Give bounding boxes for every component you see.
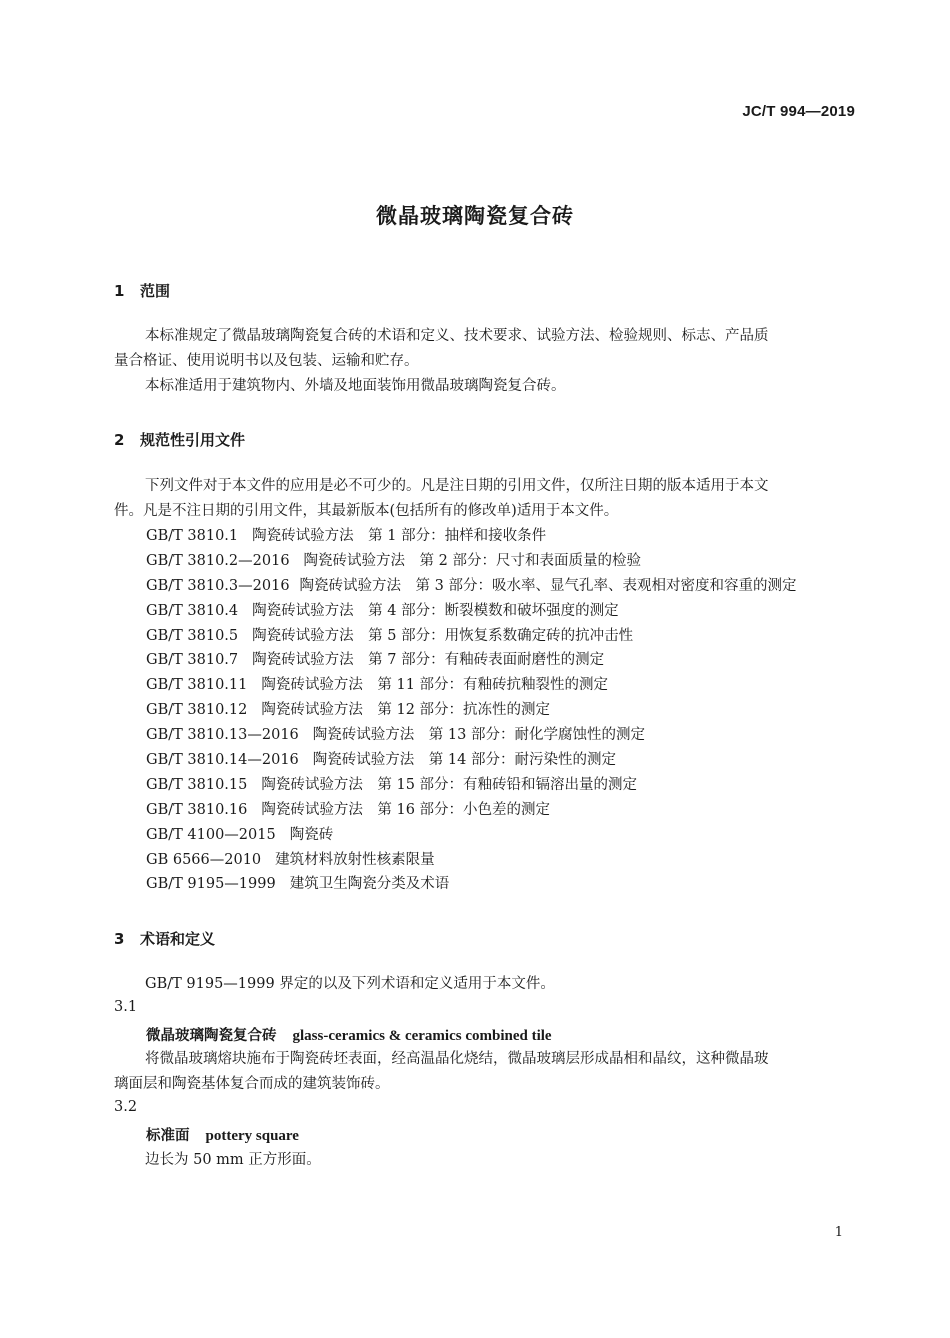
clause-number: 3.2 (114, 1099, 138, 1115)
section-3-title: 术语和定义 (140, 930, 216, 948)
reference-item (146, 599, 797, 624)
section-3-heading (114, 928, 215, 949)
section-2-title: 规范性引用文件 (140, 431, 246, 449)
paragraph-line: 件。凡是不注日期的引用文件，其最新版本(包括所有的修改单)适用于本文件。 (114, 502, 619, 519)
term-entry (146, 1124, 299, 1145)
reference-title: 陶瓷砖试验方法 第 13 部分：耐化学腐蚀性的测定 (312, 727, 645, 744)
reference-item (146, 549, 797, 574)
paragraph-line: 量合格证、使用说明书以及包装、运输和贮存。 (114, 352, 419, 369)
reference-code: GB/T 3810.16 (146, 801, 248, 818)
reference-title: 陶瓷砖试验方法 第 15 部分：有釉砖铅和镉溶出量的测定 (261, 776, 638, 793)
reference-code: GB 6566—2010 (146, 851, 262, 868)
reference-item (146, 698, 797, 723)
term-definition (114, 1047, 859, 1096)
page-number: 1 (834, 1225, 843, 1240)
reference-title: 陶瓷砖试验方法 第 12 部分：抗冻性的测定 (261, 702, 551, 719)
reference-code: GB/T 3810.13—2016 (146, 727, 299, 744)
reference-item (146, 524, 797, 549)
term-definition: 边长为 50 mm 正方形面。 (145, 1152, 321, 1168)
standard-code: JC/T 994—2019 (742, 103, 855, 120)
reference-code: GB/T 3810.14—2016 (146, 752, 299, 769)
reference-title: 陶瓷砖试验方法 第 5 部分：用恢复系数确定砖的抗冲击性 (252, 627, 634, 644)
document-title: 微晶玻璃陶瓷复合砖 (376, 204, 574, 228)
reference-code: GB/T 9195—1999 (146, 876, 276, 893)
clause-number: 3.1 (114, 999, 138, 1015)
reference-item (146, 773, 797, 798)
reference-code: GB/T 4100—2015 (146, 826, 276, 843)
reference-item (146, 872, 797, 897)
term-entry (146, 1024, 552, 1045)
section-2-number: 2 (114, 431, 125, 449)
reference-title: 陶瓷砖试验方法 第 1 部分：抽样和接收条件 (252, 528, 547, 544)
reference-item (146, 574, 797, 599)
term-chinese: 标准面 (146, 1128, 190, 1144)
paragraph-line: 璃面层和陶瓷基体复合而成的建筑装饰砖。 (114, 1075, 390, 1092)
reference-title: 陶瓷砖试验方法 第 2 部分：尺寸和表面质量的检验 (303, 552, 641, 569)
reference-title: 陶瓷砖试验方法 第 14 部分：耐污染性的测定 (312, 752, 616, 769)
reference-code: GB/T 3810.5 (146, 627, 239, 644)
reference-title: 陶瓷砖试验方法 第 4 部分：断裂模数和破坏强度的测定 (252, 602, 619, 619)
section-1-number: 1 (114, 282, 125, 300)
reference-item (146, 648, 797, 673)
reference-item (146, 723, 797, 748)
reference-item (146, 848, 797, 873)
section-1-paragraph-1 (114, 324, 859, 373)
reference-item (146, 624, 797, 649)
reference-code: GB/T 3810.12 (146, 702, 248, 719)
paragraph-line: 将微晶玻璃熔块施布于陶瓷砖坯表面，经高温晶化烧结，微晶玻璃层形成晶相和晶纹，这种微晶玻 (145, 1051, 769, 1067)
reference-item (146, 798, 797, 823)
term-english: glass-ceramics & ceramics combined tile (292, 1028, 552, 1044)
reference-item (146, 748, 797, 773)
section-2-intro (114, 474, 859, 523)
reference-code: GB/T 3810.2—2016 (146, 552, 290, 569)
section-1-paragraph-2: 本标准适用于建筑物内、外墙及地面装饰用微晶玻璃陶瓷复合砖。 (145, 378, 566, 394)
reference-code: GB/T 3810.15 (146, 776, 248, 793)
reference-title: 建筑材料放射性核素限量 (275, 851, 435, 868)
reference-code: GB/T 3810.4 (146, 602, 239, 619)
section-1-heading (114, 280, 170, 301)
reference-title: 陶瓷砖试验方法 第 11 部分：有釉砖抗釉裂性的测定 (261, 677, 609, 694)
paragraph-line: 下列文件对于本文件的应用是必不可少的。凡是注日期的引用文件，仅所注日期的版本适用于本文 (145, 478, 769, 494)
reference-title: 陶瓷砖试验方法 第 16 部分：小色差的测定 (261, 801, 551, 818)
section-3-intro: GB/T 9195—1999 界定的以及下列术语和定义适用于本文件。 (145, 976, 555, 992)
section-3-number: 3 (114, 930, 125, 948)
reference-item (146, 673, 797, 698)
term-chinese: 微晶玻璃陶瓷复合砖 (146, 1028, 277, 1044)
paragraph-line: 本标准规定了微晶玻璃陶瓷复合砖的术语和定义、技术要求、试验方法、检验规则、标志、产品质 (145, 328, 769, 344)
reference-code: GB/T 3810.1 (146, 528, 239, 544)
section-1-title: 范围 (140, 282, 171, 300)
reference-code: GB/T 3810.3—2016 (146, 577, 290, 594)
reference-item (146, 823, 797, 848)
reference-code: GB/T 3810.7 (146, 652, 239, 669)
reference-list (146, 524, 797, 897)
reference-title: 陶瓷砖试验方法 第 7 部分：有釉砖表面耐磨性的测定 (252, 652, 605, 669)
term-english: pottery square (205, 1128, 299, 1144)
reference-title: 建筑卫生陶瓷分类及术语 (289, 876, 450, 893)
section-2-heading (114, 429, 245, 450)
reference-title: 陶瓷砖试验方法 第 3 部分：吸水率、显气孔率、表观相对密度和容重的测定 (299, 577, 797, 594)
reference-code: GB/T 3810.11 (146, 677, 248, 694)
reference-title: 陶瓷砖 (289, 826, 334, 843)
